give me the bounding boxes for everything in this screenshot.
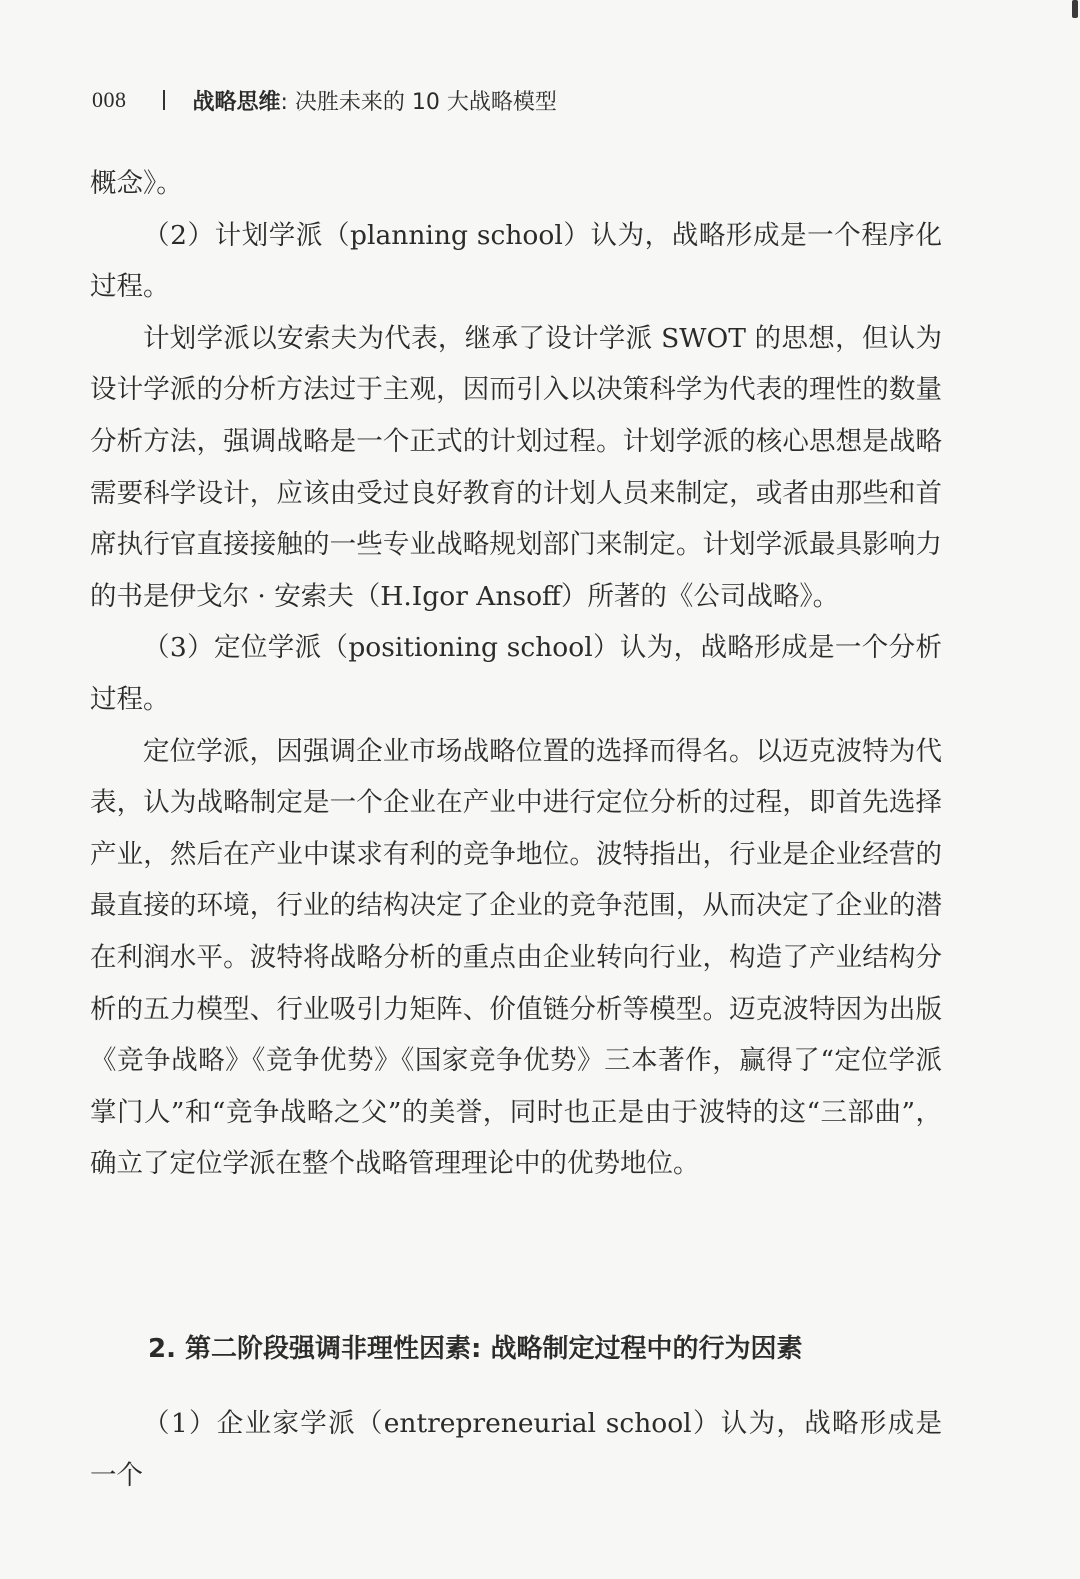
paragraph-positioning-school: （3）定位学派（positioning school）认为，战略形成是一个分析过程。 xyxy=(90,632,942,715)
paragraph-entrepreneurial-school: （1）企业家学派（entrepreneurial school）认为，战略形成是一个 xyxy=(90,1408,942,1491)
scan-artifact xyxy=(1072,0,1078,18)
body-text xyxy=(90,158,942,1190)
section-heading: 2. 第二阶段强调非理性因素: 战略制定过程中的行为因素 xyxy=(148,1334,803,1364)
running-header xyxy=(92,80,557,120)
paragraph-planning-school: （2）计划学派（planning school）认为，战略形成是一个程序化过程。 xyxy=(90,219,942,303)
paragraph-planning-detail: 计划学派以安索夫为代表，继承了设计学派 SWOT 的思想，但认为设计学派的分析方法过于主观，因而引入以决策科学为代表的理性的数量分析方法，强调战略是一个正式的计划过程。计划学派的核心思想是战略需要科学设计，应该由受过良好教育的计划人员来制定，或者由那些和首席执行官直接接触的一些专业战略规划部门来制定。计划学派最具影响力的书是伊戈尔 · 安索夫（H.Igor Ansoff）所著的《公司战略》。 xyxy=(90,322,942,612)
book-title-bold: 战略思维 xyxy=(192,89,281,115)
book-title-rest: : 决胜未来的 10 大战略模型 xyxy=(280,89,557,115)
body-text-bottom xyxy=(90,1398,942,1501)
page-number: 008 xyxy=(92,87,127,112)
paragraph-positioning-detail: 定位学派，因强调企业市场战略位置的选择而得名。以迈克波特为代表，认为战略制定是一个企业在产业中进行定位分析的过程，即首先选择产业，然后在产业中谋求有利的竞争地位。波特指出，行业是企业经营的最直接的环境，行业的结构决定了企业的竞争范围，从而决定了企业的潜在利润水平。波特将战略分析的重点由企业转向行业，构造了产业结构分析的五力模型、行业吸引力矩阵、价值链分析等模型。迈克波特因为出版《竞争战略》《竞争优势》《国家竞争优势》三本著作，赢得了“定位学派掌门人”和“竞争战略之父”的美誉，同时也正是由于波特的这“三部曲”，确立了定位学派在整个战略管理理论中的优势地位。 xyxy=(90,735,942,1180)
header-divider xyxy=(163,90,165,110)
paragraph-continuation: 概念》。 xyxy=(90,168,183,199)
